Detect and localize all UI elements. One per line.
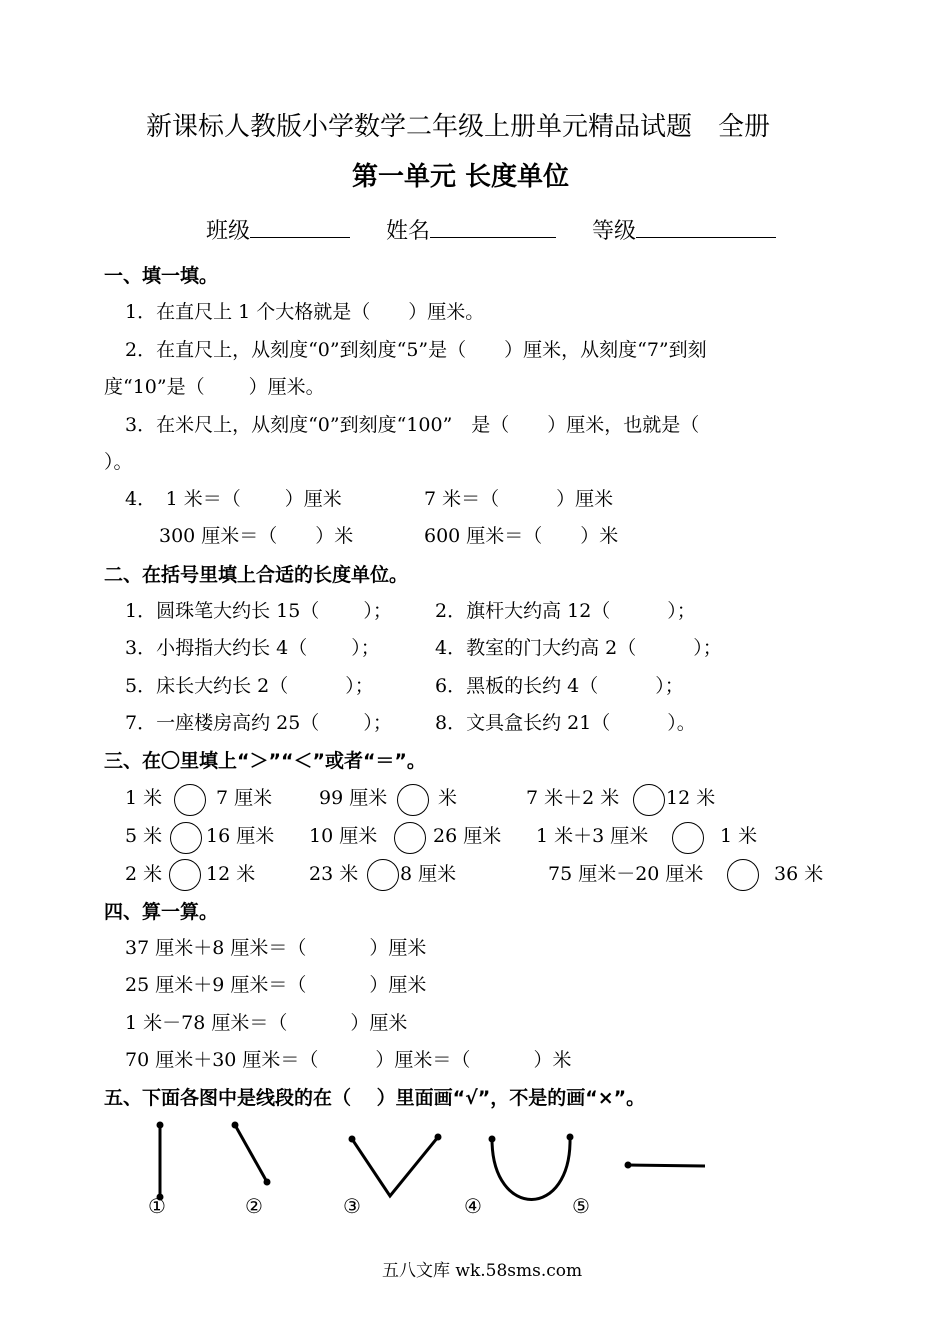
class-label: 班级 — [206, 219, 251, 244]
s2-q4: 4．教室的门大约高 2（ ）； — [435, 637, 722, 659]
calc-4: 70 厘米＋30 厘米＝（ ）厘米＝（ ）米 — [125, 1049, 572, 1071]
grade-label: 等级 — [592, 219, 637, 244]
figure-3-angle — [349, 1134, 442, 1197]
name-blank[interactable] — [430, 217, 556, 238]
s1-q4-b: 7 米＝（ ）厘米 — [424, 488, 614, 510]
figure-1-segment — [157, 1122, 164, 1201]
s2-q8: 8．文具盒长约 21（ ）。 — [435, 712, 696, 734]
section-1-heading: 一、填一填。 — [104, 265, 219, 287]
cmp-1-right: 7 厘米 — [216, 787, 273, 809]
cmp-7-right: 12 米 — [206, 863, 256, 885]
figure-label-4: ④ — [464, 1194, 482, 1218]
cmp-5-circle[interactable] — [394, 822, 426, 854]
s2-q5: 5．床长大约长 2（ ）； — [125, 675, 374, 697]
s2-q6: 6．黑板的长约 4（ ）； — [435, 675, 684, 697]
grade-blank[interactable] — [636, 217, 776, 238]
cmp-5-left: 10 厘米 — [309, 825, 378, 847]
cmp-3-left: 7 米＋2 米 — [526, 787, 620, 809]
s1-q2-line2: 度“10”是（ ）厘米。 — [104, 376, 325, 398]
cmp-2-circle[interactable] — [397, 784, 429, 816]
s1-q4-c: 300 厘米＝（ ）米 — [159, 525, 354, 547]
s2-q3: 3．小拇指大约长 4（ ）； — [125, 637, 380, 659]
cmp-1-circle[interactable] — [174, 784, 206, 816]
student-info-row — [206, 214, 776, 245]
section-4-heading: 四、算一算。 — [104, 901, 219, 923]
s2-q2: 2．旗杆大约高 12（ ）； — [435, 600, 696, 622]
cmp-1-left: 1 米 — [125, 787, 163, 809]
figure-4-curve — [489, 1134, 574, 1200]
cmp-9-right: 36 米 — [774, 863, 824, 885]
s1-q4-a: 4． 1 米＝（ ）厘米 — [125, 488, 342, 510]
cmp-9-left: 75 厘米－20 厘米 — [548, 863, 704, 885]
cmp-9-circle[interactable] — [727, 859, 759, 891]
s2-q7: 7．一座楼房高约 25（ ）； — [125, 712, 392, 734]
s1-q3-line2: ）。 — [104, 451, 133, 473]
s1-q4-d: 600 厘米＝（ ）米 — [424, 525, 619, 547]
cmp-8-circle[interactable] — [367, 859, 399, 891]
cmp-4-left: 5 米 — [125, 825, 163, 847]
section-2-heading: 二、在括号里填上合适的长度单位。 — [104, 564, 409, 586]
section-5-heading: 五、下面各图中是线段的在（ ）里面画“√”，不是的画“×”。 — [104, 1087, 646, 1109]
name-label: 姓名 — [386, 219, 431, 244]
footer-watermark: 五八文库 wk.58sms.com — [382, 1261, 583, 1281]
s1-q1: 1．在直尺上 1 个大格就是（ ）厘米。 — [125, 301, 485, 323]
class-blank[interactable] — [250, 217, 350, 238]
figure-label-2: ② — [245, 1194, 263, 1218]
cmp-6-right: 1 米 — [720, 825, 758, 847]
cmp-8-left: 23 米 — [309, 863, 359, 885]
cmp-3-right: 12 米 — [666, 787, 716, 809]
calc-3: 1 米－78 厘米＝（ ）厘米 — [125, 1012, 408, 1034]
section-3-heading: 三、在〇里填上“＞”“＜”或者“＝”。 — [104, 750, 426, 772]
figure-2-segment — [232, 1122, 271, 1186]
document-title: 新课标人教版小学数学二年级上册单元精品试题 全册 — [146, 112, 771, 142]
cmp-7-left: 2 米 — [125, 863, 163, 885]
cmp-2-left: 99 厘米 — [319, 787, 388, 809]
cmp-6-left: 1 米＋3 厘米 — [536, 825, 649, 847]
cmp-4-circle[interactable] — [170, 822, 202, 854]
cmp-6-circle[interactable] — [672, 822, 704, 854]
cmp-3-circle[interactable] — [633, 784, 665, 816]
figure-label-1: ① — [148, 1194, 166, 1218]
cmp-5-right: 26 厘米 — [433, 825, 502, 847]
cmp-8-right: 8 厘米 — [400, 863, 457, 885]
calc-2: 25 厘米＋9 厘米＝（ ）厘米 — [125, 974, 427, 996]
cmp-4-right: 16 厘米 — [206, 825, 275, 847]
s1-q2-line1: 2．在直尺上，从刻度“0”到刻度“5”是（ ）厘米，从刻度“7”到刻 — [125, 339, 707, 361]
figure-label-3: ③ — [343, 1194, 361, 1218]
calc-1: 37 厘米＋8 厘米＝（ ）厘米 — [125, 937, 427, 959]
cmp-2-right: 米 — [438, 787, 458, 809]
cmp-7-circle[interactable] — [169, 859, 201, 891]
s1-q3-line1: 3．在米尺上，从刻度“0”到刻度“100” 是（ ）厘米，也就是（ — [125, 414, 700, 436]
figure-5-ray — [625, 1162, 706, 1169]
s2-q1: 1．圆珠笔大约长 15（ ）； — [125, 600, 392, 622]
unit-title: 第一单元 长度单位 — [352, 162, 570, 192]
figure-label-5: ⑤ — [572, 1194, 590, 1218]
